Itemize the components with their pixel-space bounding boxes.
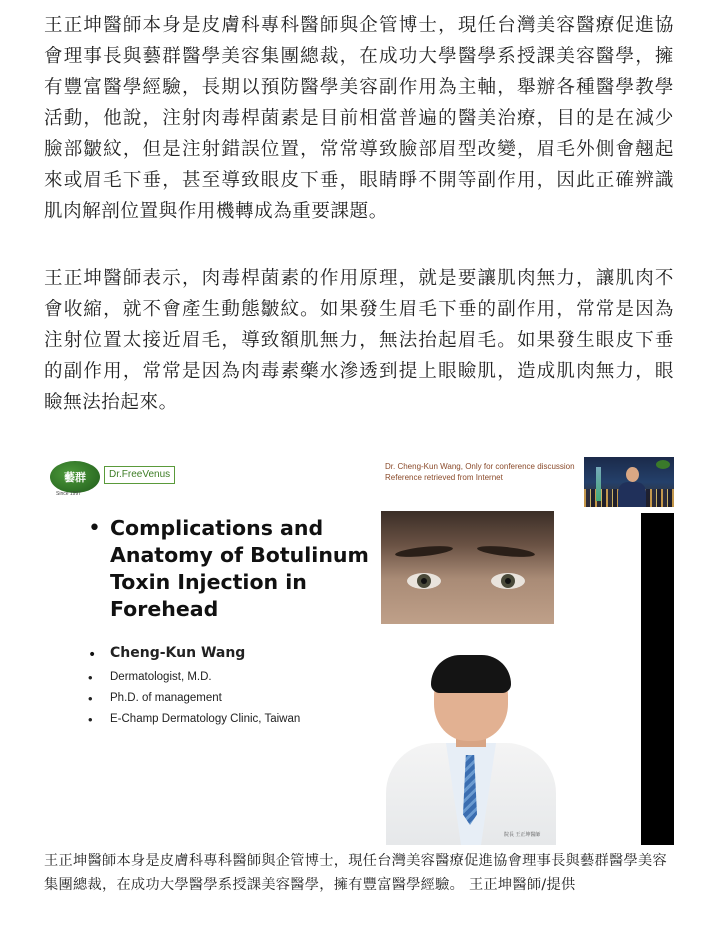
conference-note-line-2: Reference retrieved from Internet (385, 473, 503, 482)
credential-item: • Ph.D. of management (88, 688, 300, 709)
slide-black-bar (641, 513, 674, 845)
conference-note (385, 461, 575, 483)
credential-item: • Dermatologist, M.D. (88, 667, 300, 688)
lecture-slide-image (44, 455, 674, 845)
article-paragraph-2: 王正坤醫師表示，肉毒桿菌素的作用原理，就是要讓肌肉無力，讓肌肉不會收縮，就不會產生動態皺紋。如果發生眉毛下垂的副作用，常常是因為注射位置太接近眉毛，導致額肌無力，無法抬起眉毛。如果發生眼皮下垂的副作用，常常是因為肉毒素藥水滲透到提上眼瞼肌，造成肌肉無力，眼瞼無法抬起來。 (44, 268, 674, 413)
forehead-eyes-photo (381, 511, 554, 624)
drfreevenus-logo: Dr.FreeVenus (104, 466, 175, 484)
logo-since-text: Since 1997 (56, 491, 82, 497)
speaker-bullet-icon: • (88, 647, 97, 663)
conference-note-line-1: Dr. Cheng-Kun Wang, Only for conference discussion (385, 462, 575, 471)
slide-title: Complications and Anatomy of Botulinum Toxin Injection in Forehead (110, 516, 369, 621)
coat-nametag: 院長 王正坤醫師 (504, 832, 541, 838)
eclinic-logo: 藝群 (50, 461, 100, 493)
speaker-credentials (88, 667, 300, 730)
speaker-webcam-thumbnail (584, 457, 674, 507)
credential-item: • E-Champ Dermatology Clinic, Taiwan (88, 709, 300, 730)
title-bullet-icon: • (88, 516, 101, 541)
doctor-portrait (386, 655, 556, 845)
image-caption: 王正坤醫師本身是皮膚科專科醫師與企管博士，現任台灣美容醫療促進協會理事長與藝群醫學美容集團總裁，在成功大學醫學系授課美容醫學，擁有豐富醫學經驗。 王正坤醫師/提供 (44, 853, 667, 893)
webcam-logo-icon (656, 460, 670, 469)
webcam-speaker (618, 467, 646, 507)
article-paragraph-1: 王正坤醫師本身是皮膚科專科醫師與企管博士，現任台灣美容醫療促進協會理事長與藝群醫學美容集團總裁，在成功大學醫學系授課美容醫學，擁有豐富醫學經驗，長期以預防醫學美容副作用為主軸，舉辦各種醫學教學活動，他說，注射肉毒桿菌素是目前相當普遍的醫美治療，目的是在減少臉部皺紋，但是注射錯誤位置，常常導致臉部眉型改變，眉毛外側會翹起來或眉毛下垂，甚至導致眼皮下垂，眼睛睜不開等副作用，因此正確辨識肌肉解剖位置與作用機轉成為重要課題。 (44, 15, 674, 222)
taipei-101-tower (596, 467, 601, 501)
speaker-name: Cheng-Kun Wang (110, 645, 246, 661)
